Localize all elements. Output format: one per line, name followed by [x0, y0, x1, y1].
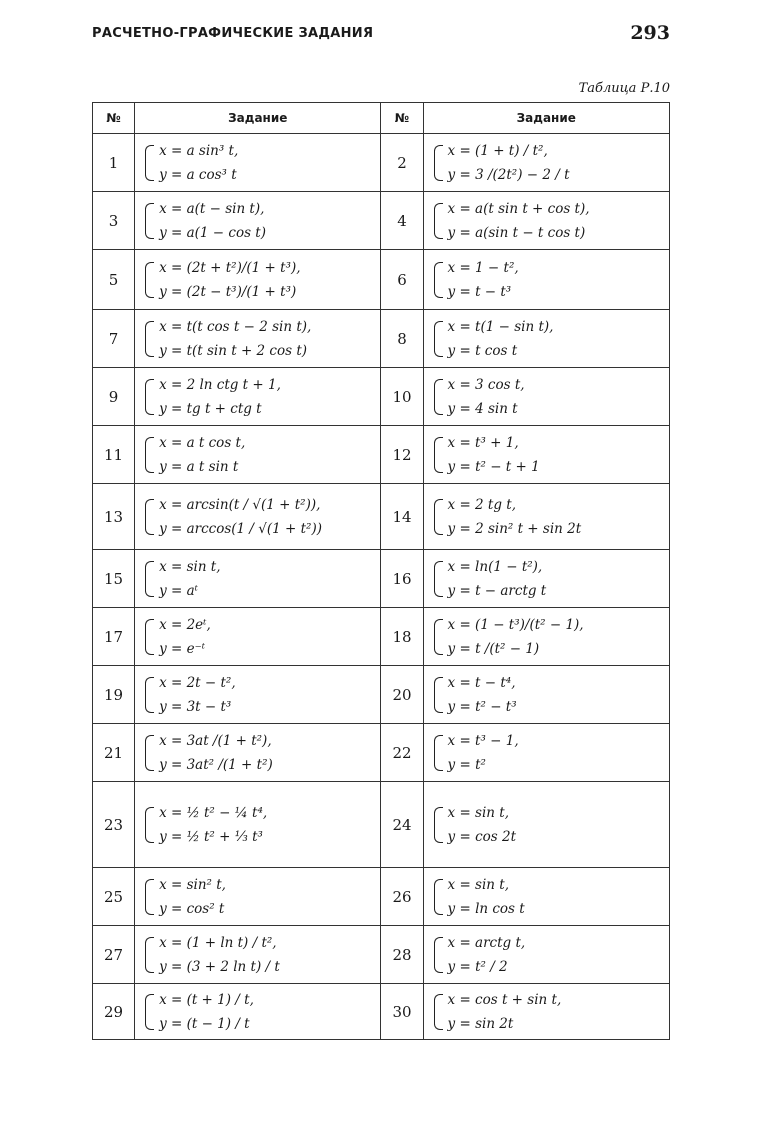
equation-system	[434, 493, 669, 541]
table-header-row	[93, 103, 670, 134]
equation-system	[434, 431, 669, 479]
task-cell	[423, 368, 669, 426]
equation-system	[145, 197, 380, 245]
equation-x: x = ln(1 − t²),	[447, 558, 543, 575]
curly-brace	[434, 145, 443, 181]
curly-brace	[145, 321, 154, 357]
curly-brace	[145, 437, 154, 473]
task-cell	[135, 926, 381, 984]
table-row	[93, 984, 670, 1040]
equation-x: x = a(t sin t + cos t),	[447, 200, 590, 217]
equation-y: y = a t sin t	[159, 458, 239, 475]
table-row	[93, 426, 670, 484]
table-row	[93, 250, 670, 310]
equation-y: y = t /(t² − 1)	[447, 640, 540, 657]
task-cell	[135, 310, 381, 368]
equation-y: y = (3 + 2 ln t) / t	[159, 958, 280, 975]
task-cell	[135, 608, 381, 666]
equation-x: x = t − t⁴,	[447, 674, 516, 691]
task-number: 17	[93, 608, 135, 666]
task-cell	[423, 608, 669, 666]
task-number: 4	[381, 192, 423, 250]
task-number: 22	[381, 724, 423, 782]
task-number: 5	[93, 250, 135, 310]
equation-y: y = aᵗ	[159, 582, 198, 599]
equation-system	[145, 373, 380, 421]
equation-y: y = 2 sin² t + sin 2t	[447, 520, 582, 537]
task-number: 9	[93, 368, 135, 426]
equation-y: y = a cos³ t	[159, 166, 237, 183]
equation-x: x = (2t + t²)/(1 + t³),	[159, 259, 301, 276]
curly-brace	[434, 499, 443, 535]
task-cell	[135, 666, 381, 724]
equation-x: x = arcsin(t / √(1 + t²)),	[159, 496, 321, 513]
table-row	[93, 724, 670, 782]
table-row	[93, 134, 670, 192]
curly-brace	[434, 879, 443, 915]
task-cell	[423, 484, 669, 550]
curly-brace	[434, 262, 443, 298]
equation-y: y = a(sin t − t cos t)	[447, 224, 586, 241]
table-row	[93, 368, 670, 426]
equation-y: y = t² / 2	[447, 958, 508, 975]
task-number: 25	[93, 868, 135, 926]
equation-system	[145, 139, 380, 187]
task-number: 29	[93, 984, 135, 1040]
task-cell	[423, 926, 669, 984]
equation-x: x = 1 − t²,	[447, 259, 519, 276]
table-row	[93, 782, 670, 868]
equation-system	[145, 671, 380, 719]
equation-system	[145, 988, 380, 1036]
equation-y: y = (t − 1) / t	[159, 1015, 250, 1032]
equation-y: y = t² − t³	[447, 698, 517, 715]
curly-brace	[434, 619, 443, 655]
task-number: 26	[381, 868, 423, 926]
task-number: 28	[381, 926, 423, 984]
tasks-table	[92, 102, 670, 1040]
equation-x: x = a(t − sin t),	[159, 200, 265, 217]
equation-y: y = ½ t² + ⅓ t³	[159, 828, 263, 845]
task-number: 20	[381, 666, 423, 724]
task-cell	[135, 250, 381, 310]
table-row	[93, 608, 670, 666]
equation-system	[434, 729, 669, 777]
equation-system	[434, 197, 669, 245]
equation-x: x = a t cos t,	[159, 434, 246, 451]
equation-x: x = sin² t,	[159, 876, 226, 893]
equation-y: y = sin 2t	[447, 1015, 514, 1032]
task-number: 10	[381, 368, 423, 426]
table-row	[93, 192, 670, 250]
task-cell	[423, 134, 669, 192]
curly-brace	[434, 203, 443, 239]
curly-brace	[145, 203, 154, 239]
equation-system	[434, 931, 669, 979]
equation-y: y = t² − t + 1	[447, 458, 540, 475]
task-number: 30	[381, 984, 423, 1040]
task-number: 2	[381, 134, 423, 192]
equation-system	[434, 139, 669, 187]
equation-y: y = 4 sin t	[447, 400, 518, 417]
equation-x: x = 2 tg t,	[447, 496, 517, 513]
task-cell	[423, 868, 669, 926]
task-number: 18	[381, 608, 423, 666]
equation-system	[434, 671, 669, 719]
equation-system	[145, 256, 380, 304]
curly-brace	[145, 379, 154, 415]
curly-brace	[434, 379, 443, 415]
task-number: 11	[93, 426, 135, 484]
equation-x: x = a sin³ t,	[159, 142, 239, 159]
task-cell	[135, 550, 381, 608]
page-number: 293	[630, 22, 670, 44]
curly-brace	[434, 735, 443, 771]
equation-y: y = ln cos t	[447, 900, 525, 917]
table-row	[93, 926, 670, 984]
equation-y: y = t²	[447, 756, 486, 773]
equation-y: y = t(t sin t + 2 cos t)	[159, 342, 308, 359]
curly-brace	[145, 262, 154, 298]
equation-system	[145, 493, 380, 541]
task-cell	[135, 484, 381, 550]
table-row	[93, 666, 670, 724]
table-row	[93, 484, 670, 550]
equation-x: x = (1 + ln t) / t²,	[159, 934, 277, 951]
equation-system	[145, 555, 380, 603]
task-cell	[423, 782, 669, 868]
task-number: 15	[93, 550, 135, 608]
task-cell	[135, 192, 381, 250]
equation-system	[434, 256, 669, 304]
task-cell	[135, 134, 381, 192]
curly-brace	[145, 735, 154, 771]
curly-brace	[145, 879, 154, 915]
equation-x: x = sin t,	[447, 804, 510, 821]
header-number: №	[381, 103, 423, 134]
task-number: 21	[93, 724, 135, 782]
table-row	[93, 868, 670, 926]
task-cell	[135, 368, 381, 426]
task-number: 16	[381, 550, 423, 608]
equation-x: x = t(t cos t − 2 sin t),	[159, 318, 312, 335]
curly-brace	[434, 937, 443, 973]
equation-x: x = 2 ln ctg t + 1,	[159, 376, 281, 393]
equation-system	[145, 801, 380, 849]
task-cell	[423, 250, 669, 310]
curly-brace	[434, 561, 443, 597]
curly-brace	[434, 807, 443, 843]
task-number: 13	[93, 484, 135, 550]
task-cell	[423, 310, 669, 368]
curly-brace	[434, 437, 443, 473]
equation-system	[145, 873, 380, 921]
task-cell	[423, 724, 669, 782]
curly-brace	[145, 561, 154, 597]
task-number: 12	[381, 426, 423, 484]
equation-x: x = arctg t,	[447, 934, 526, 951]
header-number: №	[93, 103, 135, 134]
equation-x: x = sin t,	[447, 876, 510, 893]
equation-system	[434, 373, 669, 421]
curly-brace	[434, 321, 443, 357]
equation-x: x = cos t + sin t,	[447, 991, 562, 1008]
equation-y: y = 3t − t³	[159, 698, 232, 715]
task-cell	[135, 984, 381, 1040]
task-number: 3	[93, 192, 135, 250]
equation-x: x = t³ + 1,	[447, 434, 519, 451]
equation-system	[145, 613, 380, 661]
task-cell	[423, 666, 669, 724]
equation-x: x = ½ t² − ¼ t⁴,	[159, 804, 268, 821]
equation-x: x = t(1 − sin t),	[447, 318, 554, 335]
equation-system	[434, 873, 669, 921]
equation-x: x = sin t,	[159, 558, 221, 575]
task-cell	[135, 782, 381, 868]
equation-x: x = t³ − 1,	[447, 732, 519, 749]
equation-y: y = (2t − t³)/(1 + t³)	[159, 283, 297, 300]
equation-system	[434, 555, 669, 603]
table-row	[93, 550, 670, 608]
equation-system	[434, 988, 669, 1036]
equation-system	[434, 315, 669, 363]
equation-y: y = t − t³	[447, 283, 512, 300]
header-task: Задание	[423, 103, 669, 134]
curly-brace	[145, 937, 154, 973]
equation-x: x = (t + 1) / t,	[159, 991, 254, 1008]
equation-y: y = tg t + ctg t	[159, 400, 262, 417]
equation-x: x = (1 − t³)/(t² − 1),	[447, 616, 584, 633]
equation-system	[145, 431, 380, 479]
curly-brace	[434, 677, 443, 713]
task-cell	[423, 426, 669, 484]
curly-brace	[145, 807, 154, 843]
equation-x: x = 3 cos t,	[447, 376, 525, 393]
equation-y: y = 3at² /(1 + t²)	[159, 756, 273, 773]
equation-x: x = 2eᵗ,	[159, 616, 211, 633]
equation-system	[145, 315, 380, 363]
task-cell	[423, 550, 669, 608]
curly-brace	[145, 994, 154, 1030]
equation-system	[434, 613, 669, 661]
header-task: Задание	[135, 103, 381, 134]
curly-brace	[434, 994, 443, 1030]
task-number: 14	[381, 484, 423, 550]
equation-y: y = 3 /(2t²) − 2 / t	[447, 166, 570, 183]
equation-y: y = e⁻ᵗ	[159, 640, 206, 657]
equation-y: y = cos² t	[159, 900, 225, 917]
equation-y: y = cos 2t	[447, 828, 516, 845]
table-row	[93, 310, 670, 368]
equation-x: x = (1 + t) / t²,	[447, 142, 548, 159]
task-number: 6	[381, 250, 423, 310]
task-number: 23	[93, 782, 135, 868]
task-cell	[423, 192, 669, 250]
task-cell	[423, 984, 669, 1040]
equation-system	[145, 931, 380, 979]
task-number: 1	[93, 134, 135, 192]
task-number: 27	[93, 926, 135, 984]
curly-brace	[145, 499, 154, 535]
equation-system	[145, 729, 380, 777]
task-number: 19	[93, 666, 135, 724]
task-cell	[135, 426, 381, 484]
equation-y: y = a(1 − cos t)	[159, 224, 266, 241]
table-caption: Таблица Р.10	[578, 81, 670, 96]
curly-brace	[145, 677, 154, 713]
equation-y: y = arccos(1 / √(1 + t²))	[159, 520, 322, 537]
equation-y: y = t − arctg t	[447, 582, 547, 599]
table-body	[93, 134, 670, 1040]
running-title: РАСЧЕТНО-ГРАФИЧЕСКИЕ ЗАДАНИЯ	[92, 26, 374, 41]
equation-x: x = 2t − t²,	[159, 674, 236, 691]
task-cell	[135, 868, 381, 926]
task-cell	[135, 724, 381, 782]
equation-x: x = 3at /(1 + t²),	[159, 732, 272, 749]
task-number: 7	[93, 310, 135, 368]
curly-brace	[145, 619, 154, 655]
equation-y: y = t cos t	[447, 342, 518, 359]
curly-brace	[145, 145, 154, 181]
task-number: 24	[381, 782, 423, 868]
equation-system	[434, 801, 669, 849]
task-number: 8	[381, 310, 423, 368]
